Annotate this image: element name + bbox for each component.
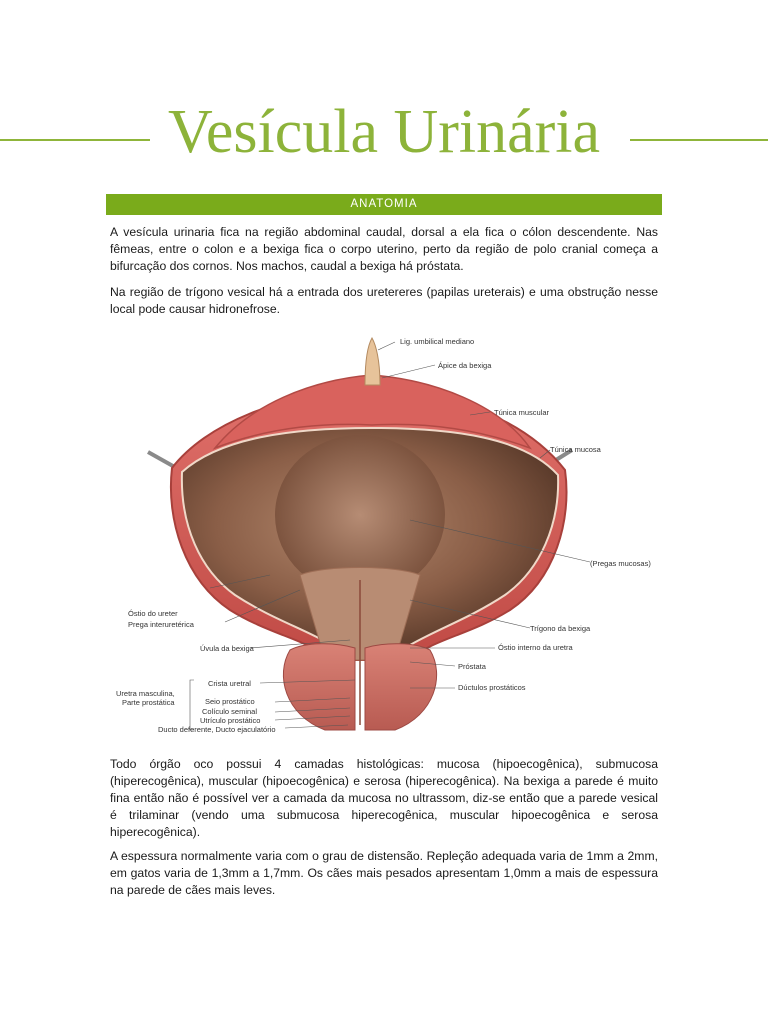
label-prostata: Próstata (458, 662, 486, 671)
label-lig-umbilical: Lig. umbilical mediano (400, 337, 475, 346)
bladder-anatomy-figure (110, 330, 658, 740)
label-ducto-deferente: Ducto deferente, Ducto ejaculatório (158, 725, 276, 734)
label-ostio-ureter: Óstio do ureter (128, 609, 178, 618)
paragraph-camadas: Todo órgão oco possui 4 camadas histológicas: mucosa (hipoecogênica), submucosa (hiperecogênica), muscular (hipoecogênica) e serosa (hiperecogênica). Na bexiga a parede é muito fina então não é possível ver a camada da mucosa no ultrassom, diz-se então que a parede vesical é trilaminar (vendo uma submucosa hiperecogênica, muscular hipoecogênica e serosa hiperecogênica). (110, 757, 658, 839)
label-uretra-masculina: Uretra masculina, (116, 689, 175, 698)
label-prega-interureterica: Prega interuretérica (128, 620, 194, 629)
paragraph-trigono: Na região de trígono vesical há a entrada dos uretereres (papilas ureterais) e uma obstrução nesse local pode causar hidronefrose. (110, 285, 658, 316)
paragraph-espessura: A espessura normalmente varia com o grau de distensão. Repleção adequada varia de 1mm a 2mm, em gatos varia de 1,3mm a 1,7mm. Os cães mais pesados apresentam 1,0mm a mais de espessura na parede de cães mais leves. (110, 849, 658, 897)
label-crista-uretral: Crista uretral (208, 679, 251, 688)
section-heading-anatomia: ANATOMIA (106, 194, 662, 215)
ligamento-umbilical (365, 338, 380, 385)
label-ductulos: Dúctulos prostáticos (458, 683, 526, 692)
label-seio-prostatico: Seio prostático (205, 697, 255, 706)
paragraph-intro: A vesícula urinaria fica na região abdominal caudal, dorsal a ela fica o cólon descendente. Nas fêmeas, entre o colon e a bexiga fica o corpo uterino, perto da região de polo cranial começa a bifurcação dos cornos. Nos machos, caudal a bexiga há próstata. (110, 225, 658, 273)
prostata-right (365, 644, 437, 730)
label-tunica-mucosa: Túnica mucosa (550, 445, 601, 454)
label-trigono: Trígono da bexiga (530, 624, 591, 633)
title-area (0, 92, 768, 172)
label-ostio-interno: Óstio interno da uretra (498, 643, 573, 652)
label-pregas-mucosas: (Pregas mucosas) (590, 559, 651, 568)
label-coliculo: Colículo seminal (202, 707, 258, 716)
label-tunica-muscular: Túnica muscular (494, 408, 550, 417)
prostata-left (283, 644, 355, 730)
page-title: Vesícula Urinária (167, 98, 601, 166)
label-utriculo: Utrículo prostático (200, 716, 261, 725)
label-parte-prostatica: Parte prostática (122, 698, 175, 707)
label-apice: Ápice da bexiga (438, 361, 492, 370)
label-uvula: Úvula da bexiga (200, 644, 254, 653)
